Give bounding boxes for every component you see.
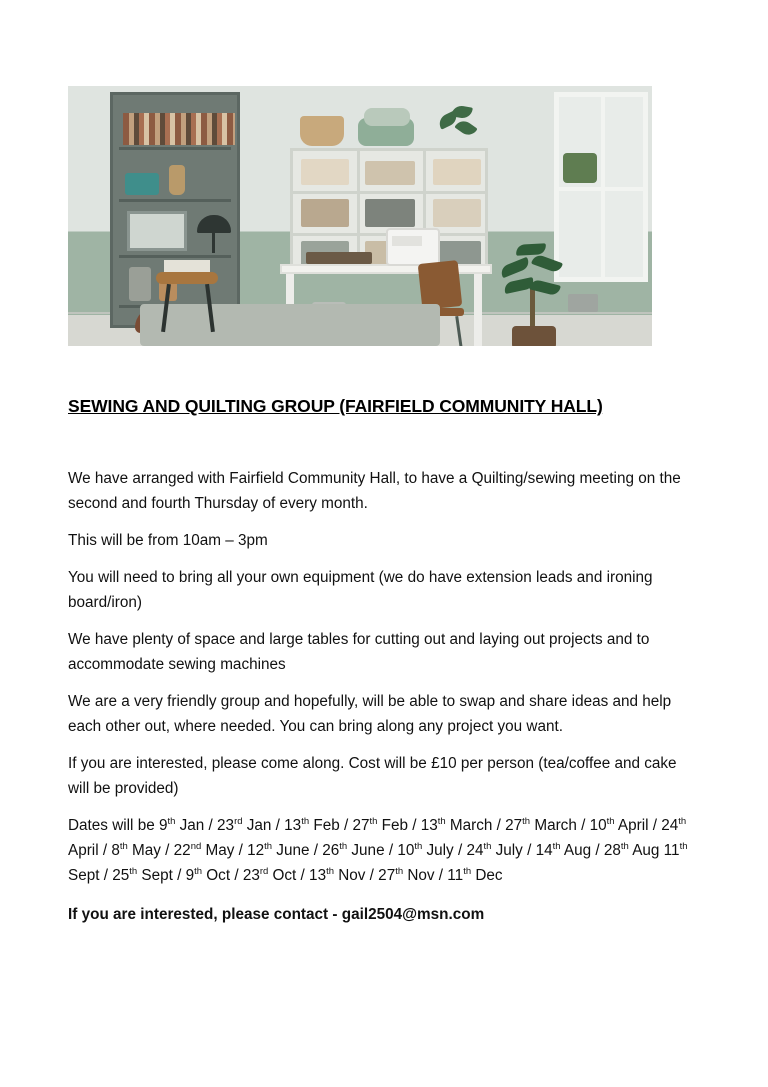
paragraph-6: If you are interested, please come along. Cost will be £10 per person (tea/coffee and cake will be provided) <box>68 755 677 797</box>
sewing-machine-arm <box>392 236 422 246</box>
sewing-room-photo <box>68 86 652 346</box>
cushion <box>364 108 410 126</box>
area-rug <box>140 304 440 346</box>
storage-box <box>433 199 481 227</box>
storage-box <box>301 159 349 185</box>
leaf <box>531 253 563 274</box>
potted-plant <box>498 236 568 346</box>
photo-background <box>68 86 652 346</box>
teal-box <box>125 173 159 195</box>
contact-paragraph: If you are interested, please contact - gail2504@msn.com <box>68 906 485 923</box>
plant-pot <box>512 326 556 346</box>
leaf <box>454 117 477 138</box>
paragraph-5: We are a very friendly group and hopefully, will be able to swap and share ideas and help each other out, where needed. You can bring along any project you want. <box>68 693 672 735</box>
cabinet-shelf <box>119 255 231 258</box>
cabinet-shelf <box>119 147 231 150</box>
cabinet-shelf <box>119 199 231 202</box>
storage-box <box>365 199 415 227</box>
paragraph-2: This will be from 10am – 3pm <box>68 532 268 549</box>
document-body <box>68 466 696 939</box>
sewing-machine <box>386 228 440 266</box>
leaf <box>499 257 531 278</box>
window-foliage <box>563 153 597 183</box>
desk-top <box>280 264 492 274</box>
leaf <box>516 243 547 256</box>
books <box>123 113 235 145</box>
window <box>554 92 648 282</box>
shelf-divider <box>293 191 485 194</box>
plant-trunk <box>530 286 535 330</box>
storage-jar <box>129 267 151 301</box>
storage-box <box>365 161 415 185</box>
storage-box <box>433 159 481 185</box>
page-title: SEWING AND QUILTING GROUP (FAIRFIELD COMMUNITY HALL) <box>68 396 603 416</box>
lamp-stem <box>212 233 215 253</box>
paragraph-3: You will need to bring all your own equipment (we do have extension leads and ironing board/iron) <box>68 569 653 611</box>
fabric-roll <box>306 252 372 264</box>
storage-box <box>301 199 349 227</box>
books-stack <box>164 260 210 272</box>
paragraph-1: We have arranged with Fairfield Community Hall, to have a Quilting/sewing meeting on the second and fourth Thursday of every month. <box>68 470 681 512</box>
chair-leg <box>455 316 464 346</box>
paragraph-4: We have plenty of space and large tables for cutting out and laying out projects and to accommodate sewing machines <box>68 631 650 673</box>
dates-paragraph: Dates will be 9th Jan / 23rd Jan / 13th Feb / 27th Feb / 13th March / 27th March / 10th April / 24th April / 8th May / 22nd May / 12th June / 26th June / 10th July / 24th July / 14th Aug / 28th Aug 11th Sept / 25th Sept / 9th Oct / 23rd Oct / 13th Nov / 27th Nov / 11th Dec <box>68 815 688 884</box>
woven-basket <box>300 116 344 146</box>
vase <box>169 165 185 195</box>
stool-seat <box>156 272 218 284</box>
desk-leg <box>474 274 482 346</box>
chair-back <box>418 260 463 310</box>
tall-cabinet <box>110 92 240 328</box>
radiator <box>568 294 598 312</box>
desk-lamp <box>197 215 231 233</box>
picture-frame <box>127 211 187 251</box>
window-mullion-horizontal <box>559 187 643 191</box>
small-plant <box>436 104 480 148</box>
